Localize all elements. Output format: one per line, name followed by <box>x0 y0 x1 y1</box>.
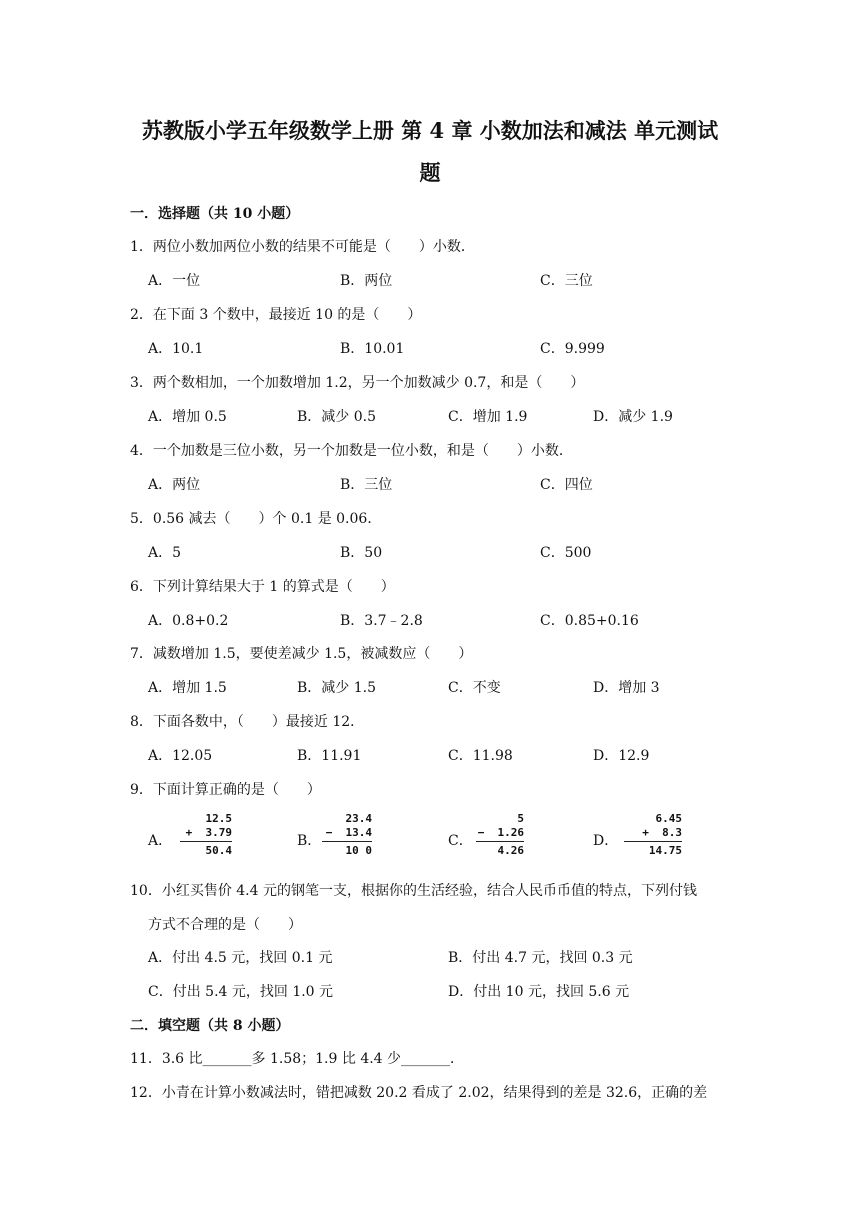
q2-option-a: A．10.1 <box>148 341 204 357</box>
title-line-2: 题 <box>419 160 441 185</box>
q1-option-a: A．一位 <box>148 273 201 289</box>
question-4: 4．一个加数是三位小数，另一个加数是一位小数，和是（ ）小数． <box>130 443 573 459</box>
calc-b-operator: − <box>325 826 333 839</box>
calc-b-result: 10 0 <box>345 844 372 857</box>
question-6: 6．下列计算结果大于 1 的算式是（ ） <box>130 579 395 595</box>
q10-option-a: A．付出 4.5 元，找回 0.1 元 <box>148 950 333 966</box>
question-1: 1．两位小数加两位小数的结果不可能是（ ）小数． <box>130 239 475 255</box>
q9-vertical-calc-b <box>322 812 372 858</box>
q7-option-a: A．增加 1.5 <box>148 680 227 696</box>
calc-b-top: 23.4 <box>345 812 372 825</box>
title-line-1: 苏教版小学五年级数学上册 第 4 章 小数加法和减法 单元测试 <box>141 118 719 143</box>
calc-a-bottom: 3.79 <box>205 826 232 839</box>
q8-option-a: A．12.05 <box>148 748 213 764</box>
q9-vertical-calc-a <box>180 812 232 858</box>
calc-b-rule <box>322 841 372 842</box>
q10-option-d: D．付出 10 元，找回 5.6 元 <box>448 984 630 1000</box>
q8-option-d: D．12.9 <box>593 748 650 764</box>
q9-vertical-calc-c <box>476 812 524 858</box>
q9-option-c: C． <box>448 833 473 849</box>
q8-option-c: C．11.98 <box>448 748 513 764</box>
q10-option-c: C．付出 5.4 元，找回 1.0 元 <box>148 984 334 1000</box>
calc-a-top: 12.5 <box>205 812 232 825</box>
calc-a-result: 50.4 <box>205 844 232 857</box>
q6-option-b: B．3.7﹣2.8 <box>340 613 423 629</box>
calc-d-operator: + <box>642 826 649 839</box>
section-heading-fill-in: 二．填空题（共 8 小题） <box>130 1018 290 1034</box>
q1-option-b: B．两位 <box>340 273 393 289</box>
q3-option-d: D．减少 1.9 <box>593 409 673 425</box>
q4-option-c: C．四位 <box>540 477 593 493</box>
question-3: 3．两个数相加，一个加数增加 1.2，另一个加数减少 0.7，和是（ ） <box>130 375 585 391</box>
q9-vertical-calc-d <box>624 812 682 858</box>
q10-option-b: B．付出 4.7 元，找回 0.3 元 <box>448 950 633 966</box>
q4-option-a: A．两位 <box>148 477 201 493</box>
question-10-line-2: 方式不合理的是（ ） <box>148 917 302 933</box>
question-5: 5．0.56 减去（ ）个 0.1 是 0.06． <box>130 511 382 527</box>
q9-option-d: D． <box>593 833 619 849</box>
question-11: 11．3.6 比_______多 1.58；1.9 比 4.4 少_______． <box>130 1051 465 1067</box>
calc-c-result: 4.26 <box>497 844 524 857</box>
calc-a-rule <box>180 841 232 842</box>
q3-option-c: C．增加 1.9 <box>448 409 528 425</box>
q5-option-c: C．500 <box>540 545 592 561</box>
question-7: 7．减数增加 1.5，要使差减少 1.5，被减数应（ ） <box>130 646 473 662</box>
q6-option-c: C．0.85+0.16 <box>540 613 639 629</box>
calc-d-bottom: 8.3 <box>662 826 682 839</box>
q7-option-c: C．不变 <box>448 680 501 696</box>
document-title <box>100 110 760 194</box>
q5-option-a: A．5 <box>148 545 182 561</box>
calc-c-rule <box>476 841 524 842</box>
calc-c-operator: − <box>477 826 485 839</box>
q5-option-b: B．50 <box>340 545 383 561</box>
question-12: 12．小青在计算小数减法时，错把减数 20.2 看成了 2.02，结果得到的差是 32.6，正确的差 <box>130 1085 708 1101</box>
question-8: 8．下面各数中，（ ）最接近 12． <box>130 714 365 730</box>
q7-option-b: B．减少 1.5 <box>297 680 377 696</box>
q2-option-b: B．10.01 <box>340 341 405 357</box>
q6-option-a: A．0.8+0.2 <box>148 613 229 629</box>
calc-c-top: 5 <box>517 812 524 825</box>
q3-option-b: B．减少 0.5 <box>297 409 377 425</box>
q7-option-d: D．增加 3 <box>593 680 660 696</box>
q1-option-c: C．三位 <box>540 273 593 289</box>
question-2: 2．在下面 3 个数中，最接近 10 的是（ ） <box>130 307 422 323</box>
calc-c-bottom: 1.26 <box>497 826 524 839</box>
q4-option-b: B．三位 <box>340 477 393 493</box>
section-heading-choice: 一．选择题（共 10 小题） <box>130 206 300 222</box>
calc-d-result: 14.75 <box>648 844 682 857</box>
calc-b-bottom: 13.4 <box>345 826 372 839</box>
question-10-line-1: 10．小红买售价 4.4 元的钢笔一支，根据你的生活经验，结合人民币币值的特点，下列付钱 <box>130 883 697 899</box>
calc-d-rule <box>624 841 682 842</box>
question-9: 9．下面计算正确的是（ ） <box>130 782 321 798</box>
q9-option-b: B． <box>297 833 322 849</box>
q9-option-a: A． <box>148 833 173 849</box>
q2-option-c: C．9.999 <box>540 341 605 357</box>
calc-d-top: 6.45 <box>655 812 682 825</box>
q8-option-b: B．11.91 <box>297 748 362 764</box>
q3-option-a: A．增加 0.5 <box>148 409 227 425</box>
calc-a-operator: + <box>185 826 193 839</box>
